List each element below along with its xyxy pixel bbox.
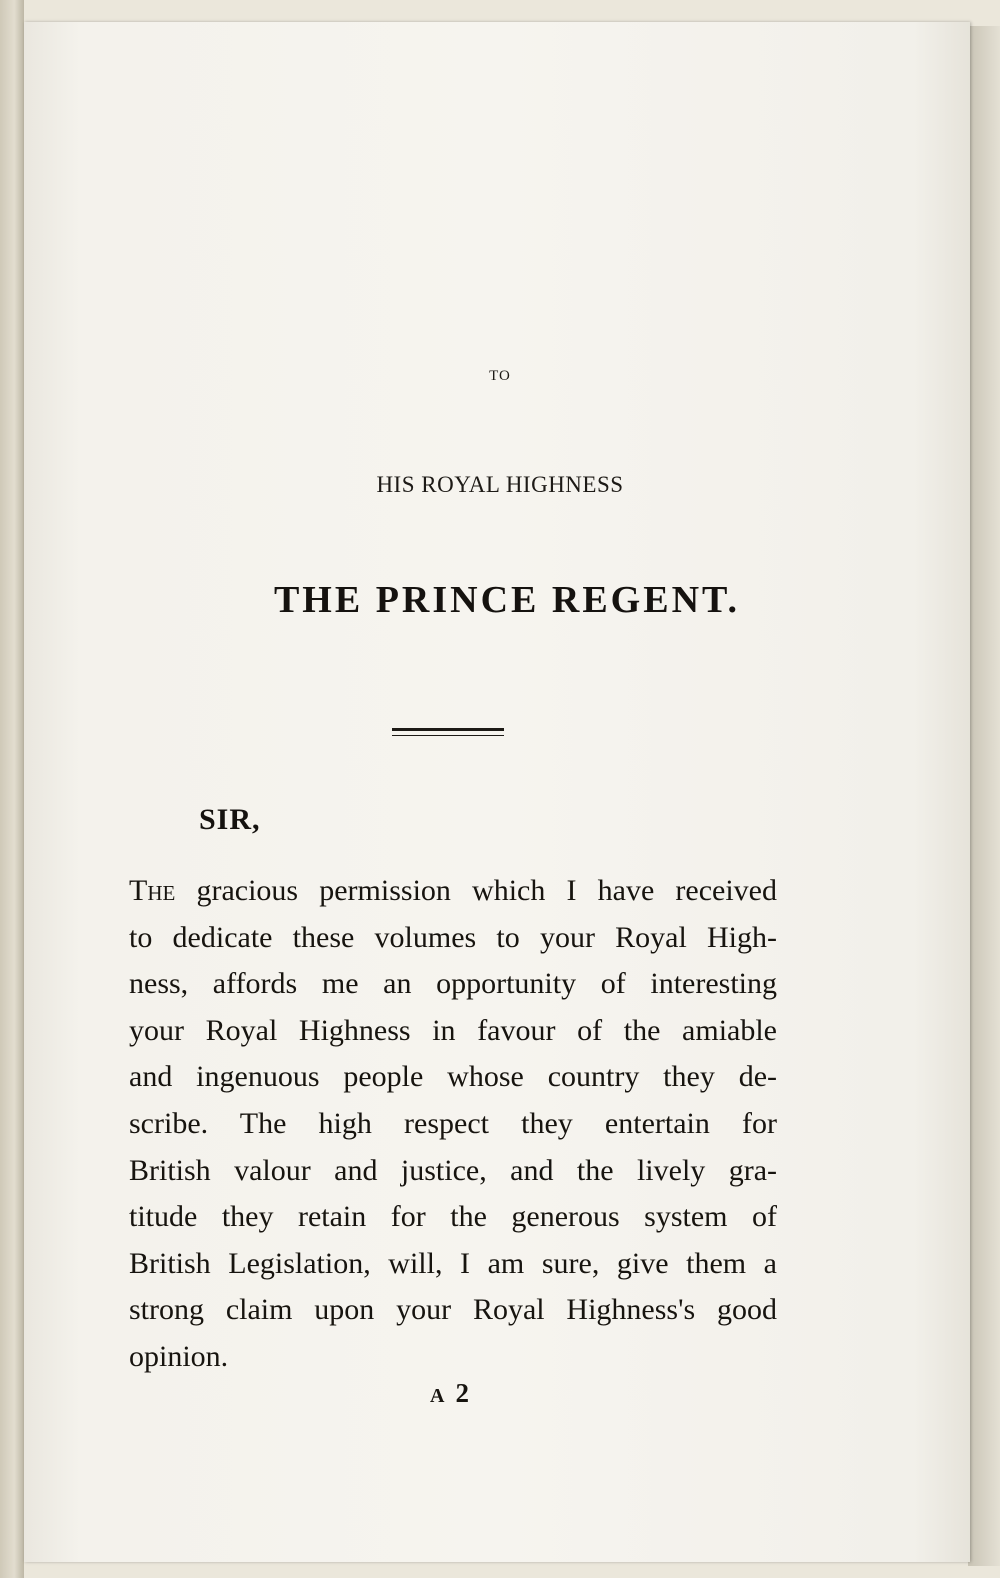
signature-mark <box>430 1378 470 1409</box>
dedication-body <box>129 868 777 1381</box>
body-line-11: opinion. <box>129 1339 229 1373</box>
signature-letter: A <box>430 1385 446 1407</box>
body-line-2: to dedicate these volumes to your Royal High- <box>129 920 777 954</box>
body-line-5: and ingenuous people whose country they de- <box>129 1060 777 1094</box>
page-fore-edge <box>968 26 1000 1566</box>
drop-word: The <box>129 874 176 907</box>
divider-rule-thin <box>392 735 504 736</box>
body-line-7: British valour and justice, and the lively gra- <box>129 1153 777 1187</box>
dedication-to: TO <box>489 368 511 384</box>
salutation: SIR, <box>199 803 261 836</box>
body-line-9: British Legislation, will, I am sure, give them a <box>129 1246 777 1280</box>
body-line-8: titude they retain for the generous system of <box>129 1200 777 1234</box>
body-line-4: your Royal Highness in favour of the amiable <box>129 1013 777 1047</box>
book-binding-edge <box>0 0 24 1578</box>
body-line-1: The gracious permission which I have received <box>129 874 777 907</box>
signature-number: 2 <box>455 1378 470 1408</box>
body-line-10: strong claim upon your Royal Highness's good <box>129 1293 777 1327</box>
dedication-title: THE PRINCE REGENT. <box>273 579 741 621</box>
body-line-6: scribe. The high respect they entertain for <box>129 1106 777 1140</box>
dedication-his-royal-highness: HIS ROYAL HIGHNESS <box>376 472 624 497</box>
divider-rule-thick <box>392 728 504 731</box>
reverse-page-showthrough <box>128 200 788 388</box>
body-line-3: ness, affords me an opportunity of interesting <box>129 967 777 1001</box>
